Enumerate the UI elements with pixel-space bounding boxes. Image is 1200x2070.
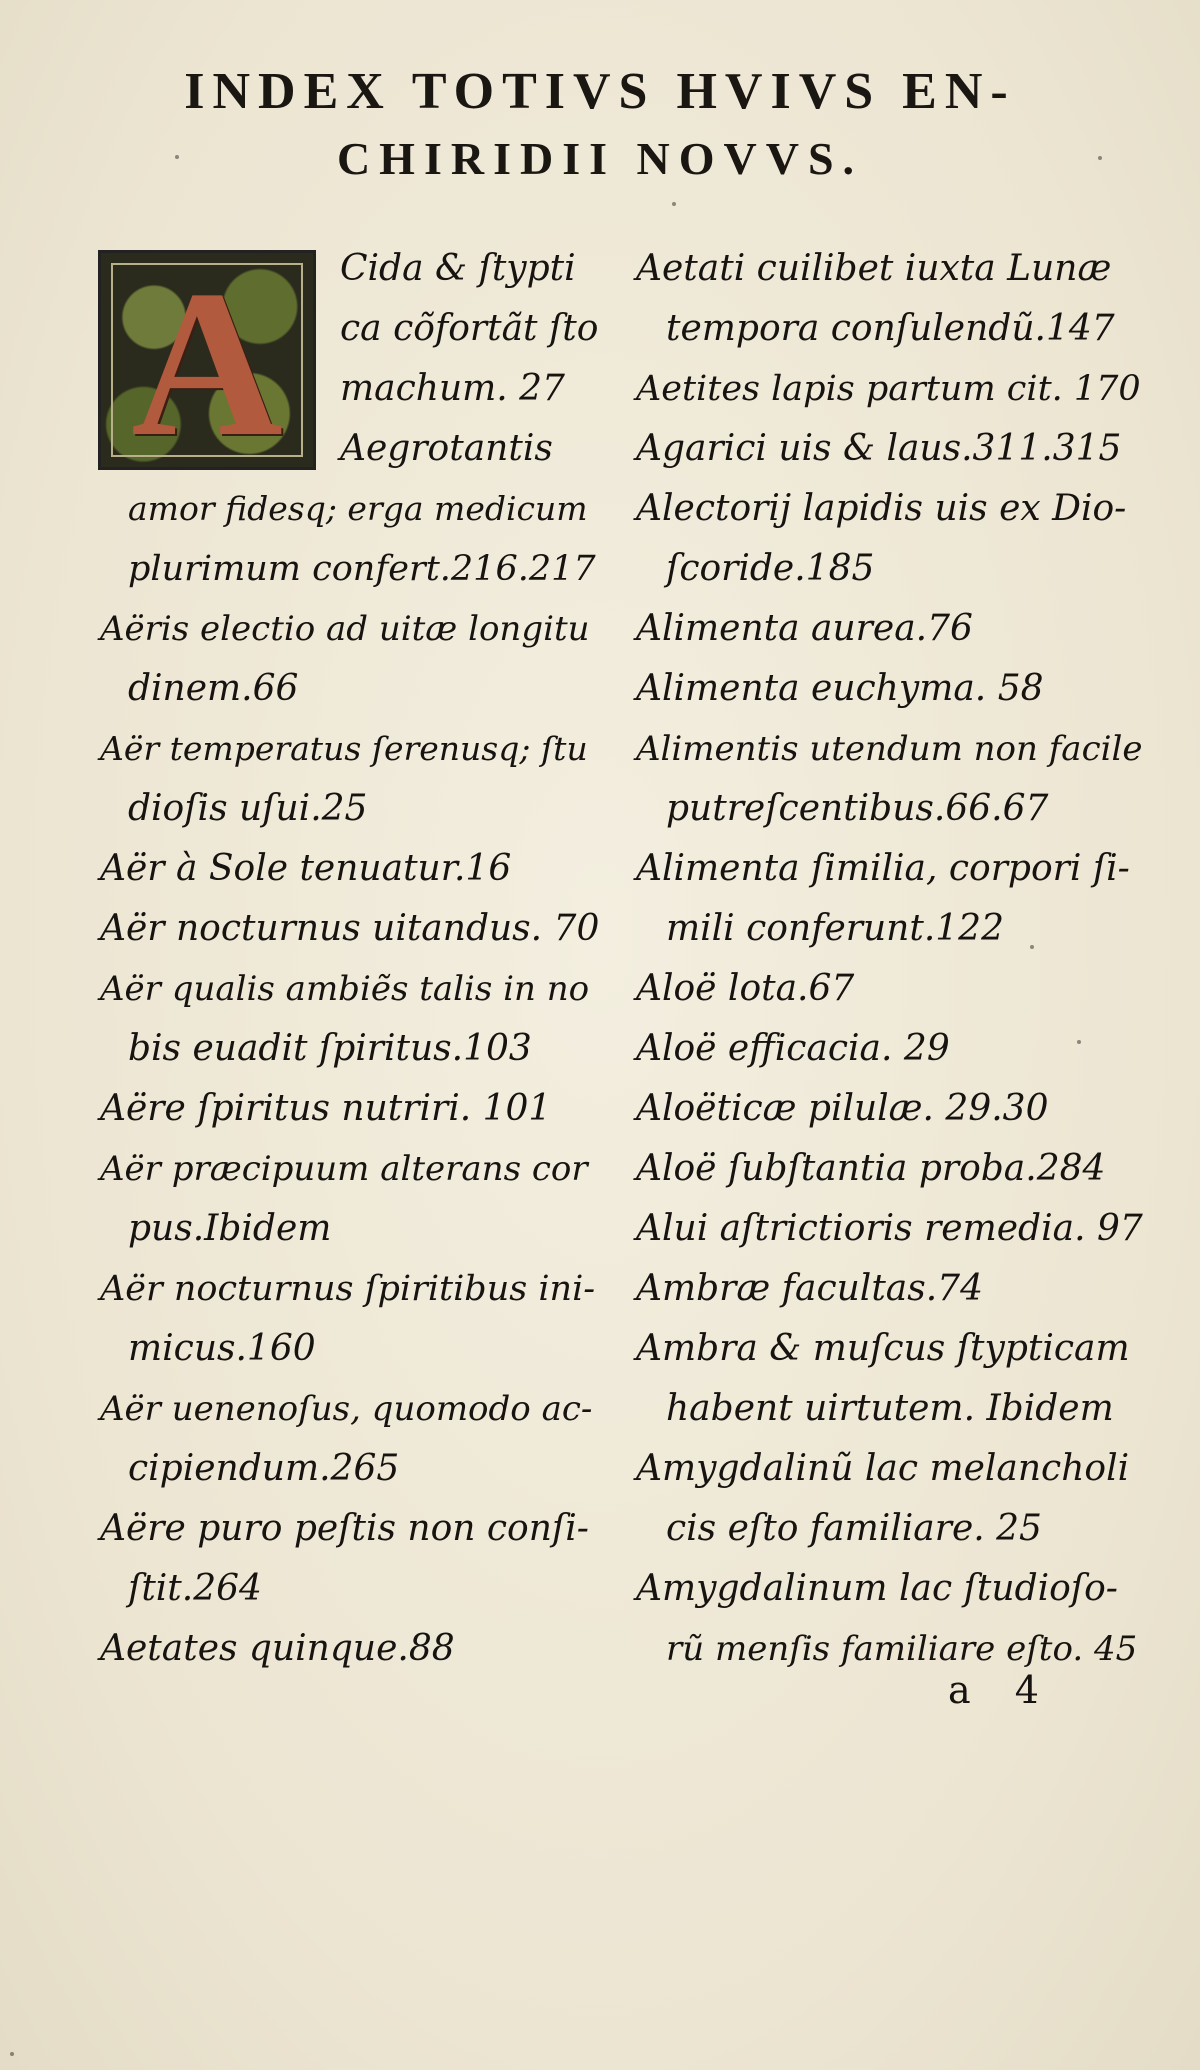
index-entry-line: ca cõfortãt ſto [340, 308, 599, 349]
index-entry-line: Aloë efficacia. 29 [636, 1028, 950, 1069]
signature-mark: a 4 [948, 1668, 1055, 1712]
index-entry-line: bis euadit ſpiritus.103 [128, 1028, 532, 1069]
index-entry-line: Aër temperatus ſerenusq; ſtu [100, 729, 588, 768]
index-entry-line: Aloë lota.67 [636, 968, 855, 1009]
index-entry-line: rũ menſis familiare eſto. 45 [666, 1629, 1138, 1669]
index-entry-line: cipiendum.265 [128, 1448, 400, 1489]
index-entry-line: Amygdalinum lac ſtudioſo- [636, 1568, 1118, 1609]
paper-speck [1098, 156, 1102, 160]
index-title-line-1: INDEX TOTIVS HVIVS EN- [184, 63, 1016, 120]
index-entry-line: habent uirtutem. Ibidem [666, 1388, 1114, 1429]
index-entry-line: Alectorij lapidis uis ex Dio- [636, 488, 1127, 529]
index-entry-line: Alimenta aurea.76 [636, 608, 973, 649]
index-entry-line: Alimentis utendum non facile [636, 729, 1143, 769]
index-entry-line: pus.Ibidem [128, 1208, 332, 1249]
index-entry-line: Aetates quinque.88 [100, 1628, 455, 1669]
index-entry-line: Aloë ſubſtantia proba.284 [636, 1148, 1106, 1189]
index-entry-line: Aër nocturnus ſpiritibus ini- [100, 1269, 596, 1309]
index-entry-line: mili conferunt.122 [666, 908, 1004, 949]
index-entry-line: Alimenta ſimilia, corpori ſi- [636, 848, 1130, 889]
index-entry-line: cis eſto familiare. 25 [666, 1508, 1042, 1549]
initial-letter: A [131, 250, 283, 470]
index-entry-line: amor fidesq; erga medicum [128, 489, 588, 528]
index-entry-line: Aetati cuilibet iuxta Lunæ [636, 248, 1112, 289]
index-entry-line: Ambræ facultas.74 [636, 1268, 983, 1309]
index-entry-line: Aër præcipuum alterans cor [100, 1149, 588, 1189]
index-entry-line: Aër nocturnus uitandus. 70 [100, 908, 600, 949]
index-entry-line: Amygdalinũ lac melancholi [636, 1448, 1130, 1489]
index-entry-line: plurimum confert.216.217 [128, 549, 596, 589]
index-title-line-2: CHIRIDII NOVVS. [336, 133, 864, 184]
index-entry-line: Alui aſtrictioris remedia. 97 [636, 1208, 1143, 1249]
index-entry-line: Cida & ſtypti [340, 248, 576, 289]
index-entry-line: Aegrotantis [340, 428, 553, 469]
index-entry-line: dinem.66 [128, 668, 299, 709]
index-entry-line: tempora conſulendũ.147 [666, 308, 1115, 349]
index-entry-line: Aëre ſpiritus nutriri. 101 [100, 1088, 552, 1129]
paper-speck [1030, 945, 1034, 949]
index-entry-line: Aër à Sole tenuatur.16 [100, 848, 512, 889]
decorated-initial-a [98, 250, 316, 470]
index-entry-line: Aetites lapis partum cit. 170 [636, 369, 1141, 409]
paper-speck [672, 202, 676, 206]
paper-speck [1077, 1040, 1081, 1044]
index-entry-line: micus.160 [128, 1328, 316, 1369]
index-entry-line: Aër qualis ambiẽs talis in no [100, 969, 590, 1009]
paper-speck [175, 155, 179, 159]
index-entry-line: Ambra & muſcus ſtypticam [636, 1328, 1130, 1369]
index-entry-line: Agarici uis & laus.311.315 [636, 428, 1122, 469]
index-entry-line: dioſis uſui.25 [128, 788, 368, 829]
index-entry-line: ſcoride.185 [666, 548, 875, 589]
index-entry-line: machum. 27 [340, 368, 565, 409]
paper-speck [10, 2052, 14, 2056]
index-entry-line: putreſcentibus.66.67 [666, 788, 1049, 829]
index-entry-line: Aëre puro peſtis non conſi- [100, 1508, 589, 1549]
index-entry-line: Aëris electio ad uitæ longitu [100, 609, 590, 649]
index-entry-line: Aloëticæ pilulæ. 29.30 [636, 1088, 1049, 1129]
index-entry-line: Aër uenenoſus, quomodo ac- [100, 1389, 593, 1429]
index-entry-line: ſtit.264 [128, 1568, 262, 1609]
index-entry-line: Alimenta euchyma. 58 [636, 668, 1044, 709]
